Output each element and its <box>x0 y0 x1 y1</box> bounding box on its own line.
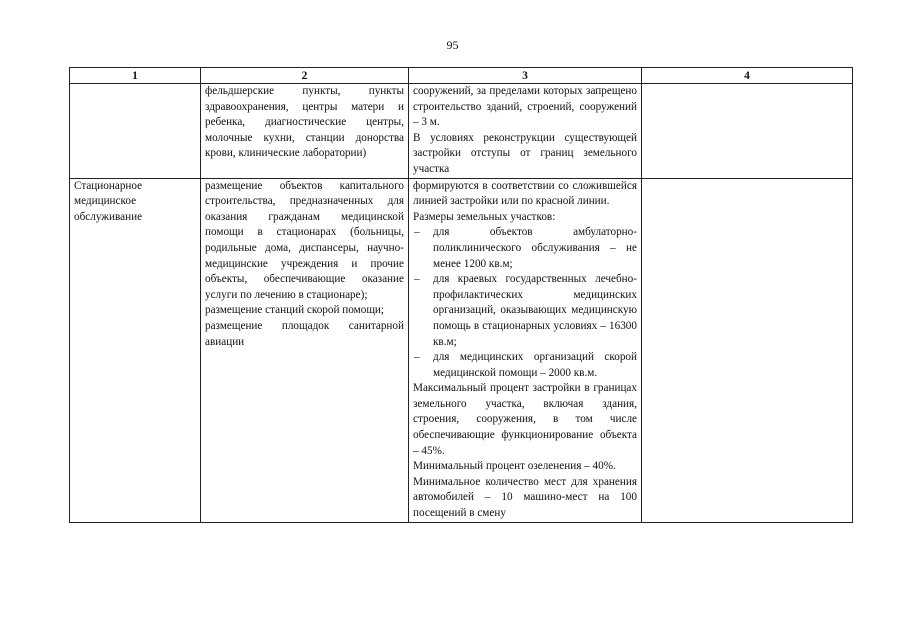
row1-col4-cell <box>642 84 853 179</box>
row2-col3-intro-1: формируются в соответствии со сложившейся линией застройки или по красной линии. <box>413 179 637 208</box>
row1-col3-text-1: сооружений, за пределами которых запрещено строительство зданий, строений, сооружений – 3 м. <box>413 85 637 129</box>
page-number: 95 <box>446 38 459 52</box>
table-row <box>70 84 853 179</box>
plot-size-list <box>413 225 637 381</box>
row2-col3-intro-2: Размеры земельных участков: <box>413 210 556 223</box>
row2-col3-outro-1: Максимальный процент застройки в границах земельного участка, включая здания, строения, сооружения, в том числе обеспечивающие функционирование объекта – 45%. <box>413 382 637 457</box>
row2-col2-text-1: размещение объектов капитального строительства, предназначенных для оказания гражданам медицинской помощи в стационарах (больницы, родильные дома, диспансеры, научно-медицинские учреждения и прочие объекты, обеспечивающие оказание услуги по лечению в стационаре); <box>205 179 404 301</box>
row2-col3-cell <box>409 178 642 522</box>
row1-col2-cell <box>201 84 409 179</box>
row2-col2-cell <box>201 178 409 522</box>
row2-col3-outro-2: Минимальный процент озеленения – 40%. <box>413 460 616 473</box>
header-col-4: 4 <box>642 68 853 84</box>
list-item: – для медицинских организаций скорой медицинской помощи – 2000 кв.м. <box>413 350 637 381</box>
row2-col1-cell <box>70 178 201 522</box>
list-item: – для объектов амбулаторно-поликлинического обслуживания – не менее 1200 кв.м; <box>413 225 637 272</box>
row2-col4-cell <box>642 178 853 522</box>
header-col-1: 1 <box>70 68 201 84</box>
use-type-name: Стационарное медицинское обслуживание <box>74 179 143 223</box>
row1-col2-text: фельдшерские пункты, пункты здравоохранения, центры матери и ребенка, диагностические центры, молочные кухни, станции донорства крови, клинические лаборатории) <box>205 85 404 160</box>
header-col-3: 3 <box>409 68 642 84</box>
land-use-table <box>69 67 853 523</box>
header-row <box>70 68 853 84</box>
header-col-2: 2 <box>201 68 409 84</box>
row1-col3-text-2: В условиях реконструкции существующей застройки отступы от границ земельного участка <box>413 131 637 175</box>
row2-col2-text-2: размещение станций скорой помощи; <box>205 304 385 317</box>
row2-col3-outro-3: Минимальное количество мест для хранения автомобилей – 10 машино-мест на 100 посещений в смену <box>413 475 637 520</box>
row1-col1-cell <box>70 84 201 179</box>
list-item: – для краевых государственных лечебно-профилактических медицинских организаций, оказывающих медицинскую помощь в стационарных условиях – 16300 кв.м; <box>413 272 637 350</box>
row1-col3-cell <box>409 84 642 179</box>
table-row <box>70 178 853 522</box>
row2-col2-text-3: размещение площадок санитарной авиации <box>205 319 404 348</box>
